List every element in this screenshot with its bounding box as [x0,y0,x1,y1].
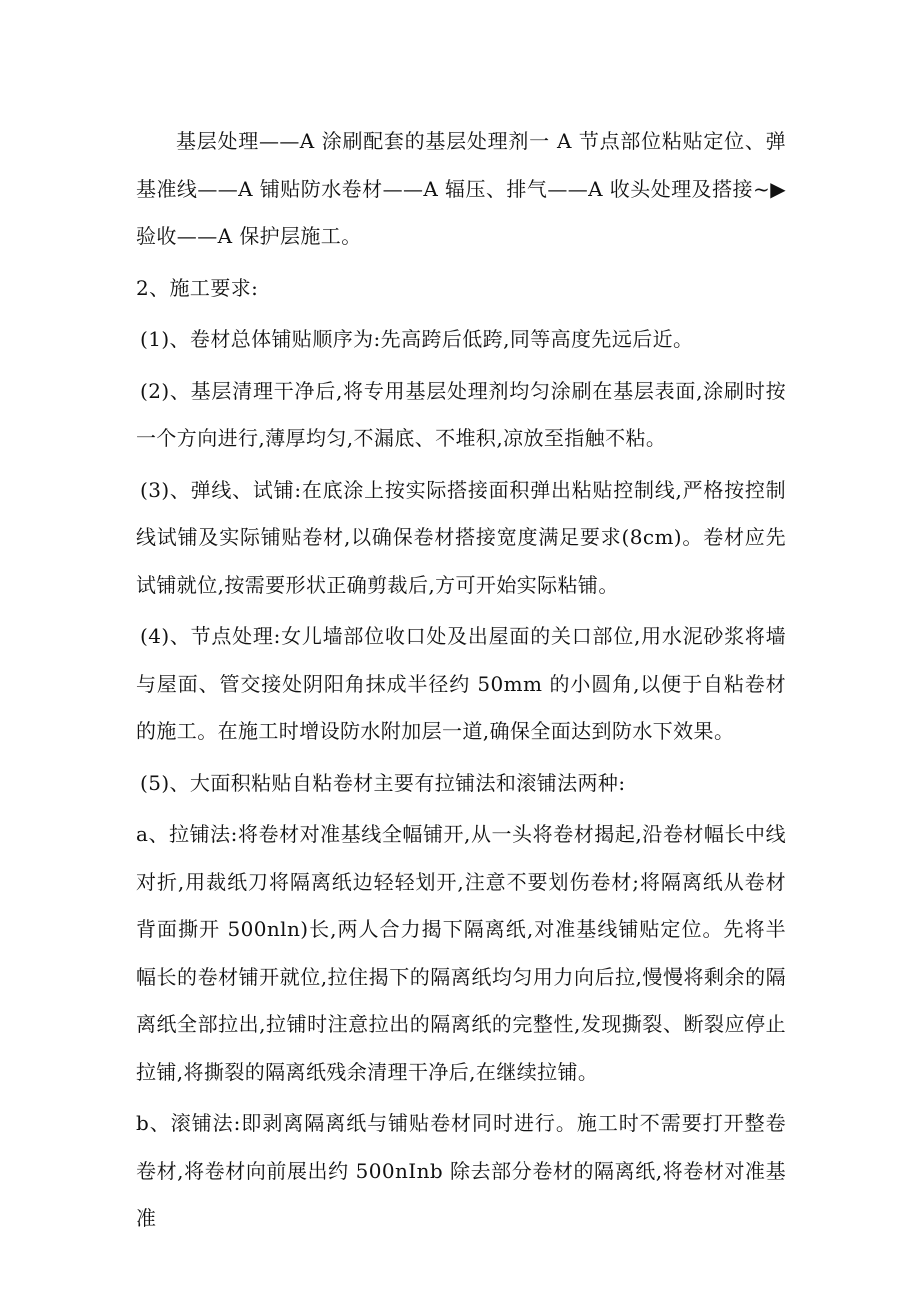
paragraph-requirement-4: (4)、节点处理:女儿墙部位收口处及出屋面的关口部位,用水泥砂浆将墙与屋面、管交接处阴阳角抹成半径约 50mm 的小圆角,以便于自粘卷材的施工。在施工时增设防水附加层一道,确保全面达到防水下效果。 [136,624,786,743]
paragraph-process-flow: 基层处理——A 涂刷配套的基层处理剂一 A 节点部位粘贴定位、弹基准线——A 铺贴防水卷材——A 辐压、排气——A 收头处理及搭接~▶验收——A 保护层施工。 [136,129,786,248]
paragraph-method-b: b、滚铺法:即剥离隔离纸与铺贴卷材同时进行。施工时不需要打开整卷卷材,将卷材向前展出约 500nInb 除去部分卷材的隔离纸,将卷材对准基准 [136,1111,786,1230]
paragraph-requirement-2: (2)、基层清理干净后,将专用基层处理剂均匀涂刷在基层表面,涂刷时按一个方向进行,薄厚均匀,不漏底、不堆积,凉放至指触不粘。 [136,378,786,450]
paragraph-requirement-5: (5)、大面积粘贴自粘卷材主要有拉铺法和滚铺法两种: [140,770,626,795]
document-page [136,118,786,1243]
heading-construction-requirements: 2、施工要求: [136,275,259,300]
paragraph-requirement-1: (1)、卷材总体铺贴顺序为:先高跨后低跨,同等高度先远后近。 [140,327,694,351]
paragraph-method-a: a、拉铺法:将卷材对准基线全幅铺开,从一头将卷材揭起,沿卷材幅长中线对折,用裁纸刀将隔离纸边轻轻划开,注意不要划伤卷材;将隔离纸从卷材背面撕开 500nln)长,两人合力揭下隔离纸,对准基线铺贴定位。先将半幅长的卷材铺开就位,拉住揭下的隔离纸均匀用力向后拉,慢慢将剩余的隔离纸全部拉出,拉铺时注意拉出的隔离纸的完整性,发现撕裂、断裂应停止拉铺,将撕裂的隔离纸残余清理干净后,在继续拉铺。 [136,822,786,1084]
paragraph-requirement-3: (3)、弹线、试铺:在底涂上按实际搭接面积弹出粘贴控制线,严格按控制线试铺及实际铺贴卷材,以确保卷材搭接宽度满足要求(8cm)。卷材应先试铺就位,按需要形状正确剪裁后,方可开始实际粘铺。 [136,477,786,597]
